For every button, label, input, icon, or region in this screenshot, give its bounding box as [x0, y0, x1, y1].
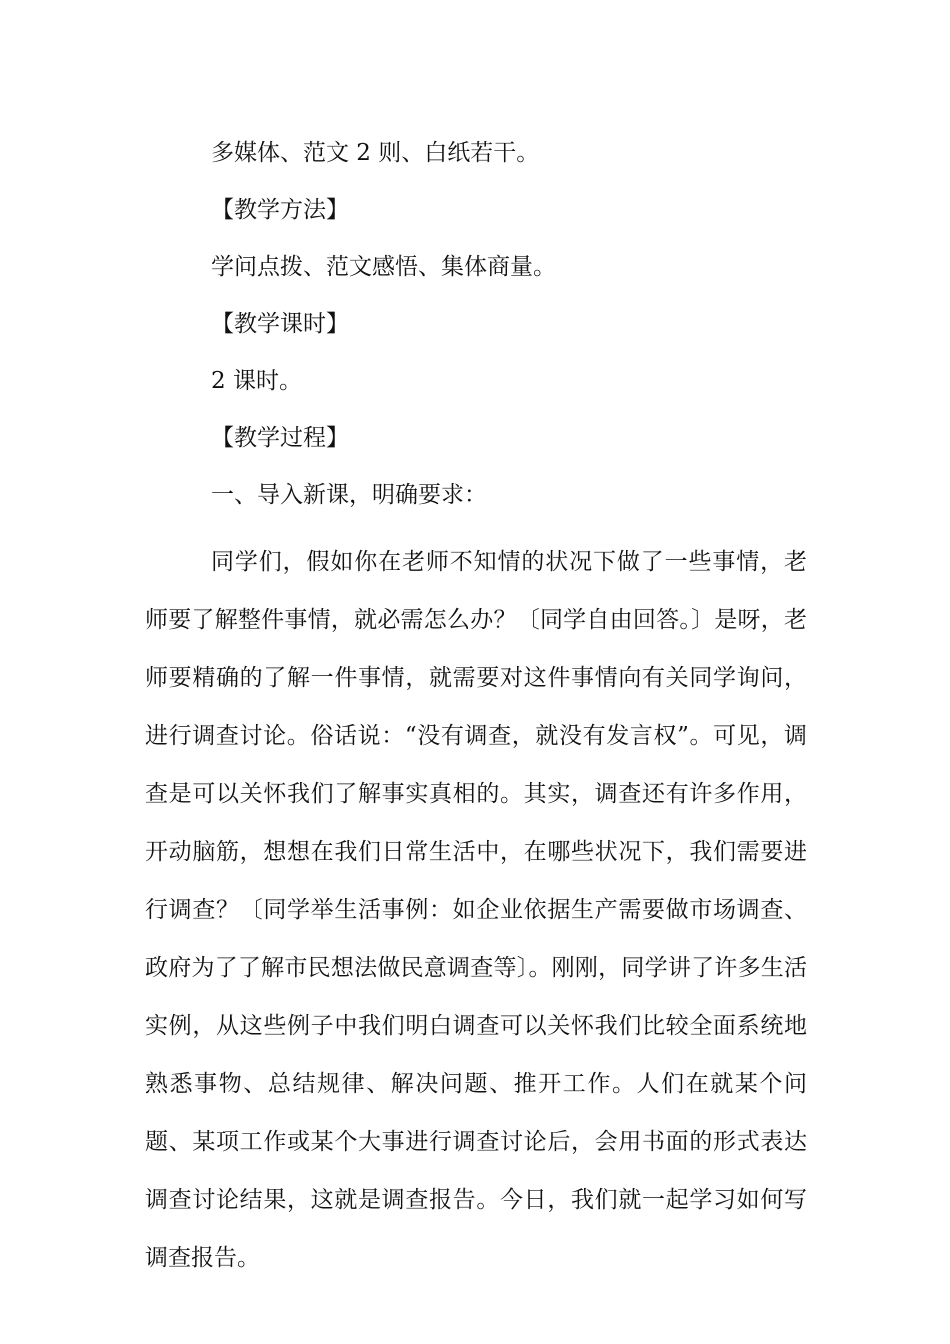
materials-line: 多媒体、范文 2 则、白纸若干。	[211, 140, 540, 166]
teaching-method-text: 学问点拨、范文感悟、集体商量。	[211, 254, 556, 280]
teaching-method-heading: 【教学方法】	[211, 197, 349, 223]
teaching-period-text: 2 课时。	[211, 368, 302, 394]
section-one-title: 一、导入新课，明确要求：	[211, 482, 487, 508]
teaching-process-heading: 【教学过程】	[211, 425, 349, 451]
teaching-period-heading: 【教学课时】	[211, 311, 349, 337]
section-one-paragraph: 同学们，假如你在老师不知情的状况下做了一些事情，老师要了解整件事情，就必需怎么办？〔同学自由回答。〕是呀，老师要精确的了解一件事情，就需要对这件事情向有关同学询问，进行调查讨论。俗话说：“没有调查，就没有发言权”。可见，调查是可以关怀我们了解事实真相的。其实，调查还有许多作用，开动脑筋，想想在我们日常生活中，在哪些状况下，我们需要进行调查？〔同学举生活事例：如企业依据生产需要做市场调查、政府为了了解市民想法做民意调查等〕。刚刚，同学讲了许多生活实例，从这些例子中我们明白调查可以关怀我们比较全面系统地熟悉事物、总结规律、解决问题、推开工作。人们在就某个问题、某项工作或某个大事进行调查讨论后，会用书面的形式表达调查讨论结果，这就是调查报告。今日，我们就一起学习如何写调查报告。	[145, 549, 807, 1271]
